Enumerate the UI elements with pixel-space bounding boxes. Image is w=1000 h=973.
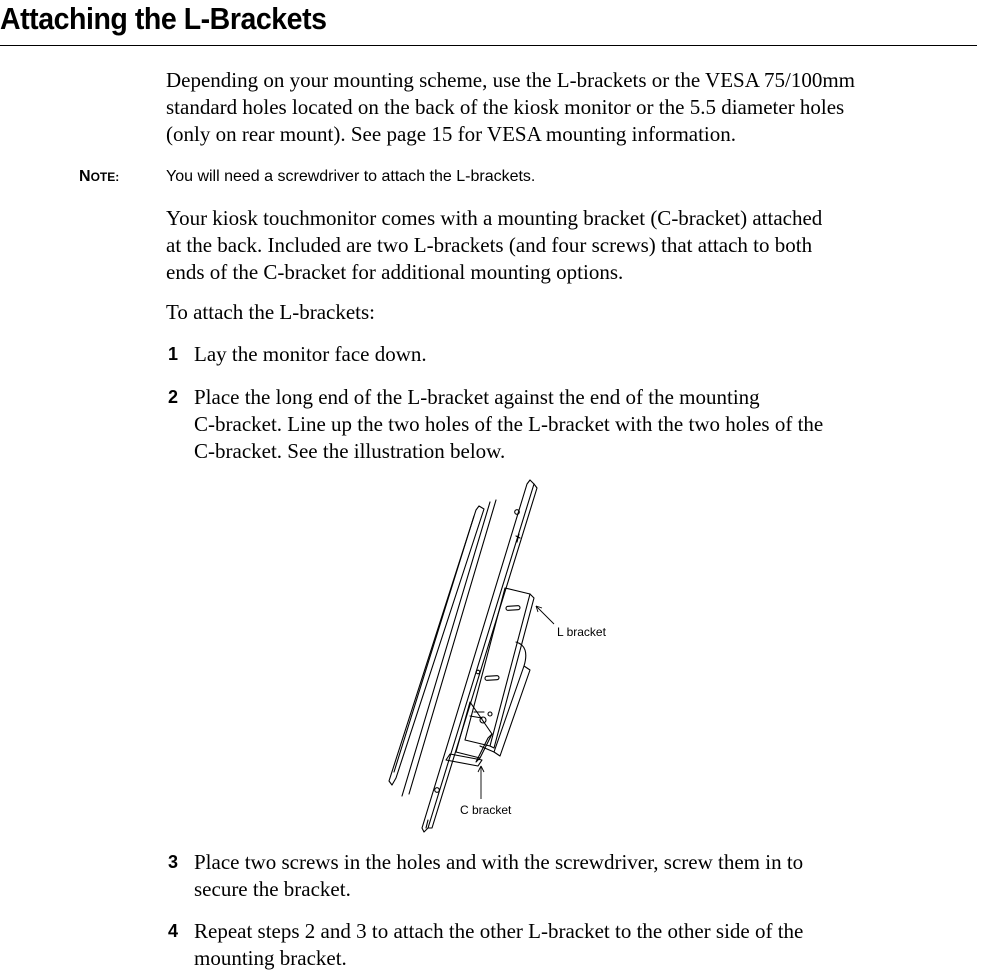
intro-line-1: Depending on your mounting scheme, use the L-brackets or the VESA 75/100mm [166,68,855,92]
description-line-3: ends of the C-bracket for additional mounting options. [166,260,624,284]
procedure-intro: To attach the L-brackets: [166,300,376,324]
note-text: You will need a screwdriver to attach the L-brackets. [166,168,536,185]
step-1-number: 1 [168,344,179,364]
description-line-2: at the back. Included are two L-brackets (and four screws) that attach to both [166,233,813,257]
description-line-1: Your kiosk touchmonitor comes with a mounting bracket (C-bracket) attached [166,206,823,230]
step-1-text: Lay the monitor face down. [194,342,427,366]
l-bracket-foot [456,702,492,758]
step-2-number: 2 [168,387,179,407]
intro-line-3: (only on rear mount). See page 15 for VESA mounting information. [166,122,737,146]
step-3-line-2: secure the bracket. [194,877,351,901]
intro-line-2: standard holes located on the back of the kiosk monitor or the 5.5 diameter holes [166,95,845,119]
section-heading: Attaching the L-Brackets [0,1,327,36]
c-bracket-panel [422,480,534,832]
l-bracket-label: L bracket [557,625,606,639]
c-bracket-label: C bracket [460,803,512,817]
step-3-line-1: Place two screws in the holes and with the screwdriver, screw them in to [194,850,804,874]
step-2-line-1: Place the long end of the L-bracket against the end of the mounting [194,385,760,409]
step-4-number: 4 [168,921,179,941]
step-3-number: 3 [168,852,179,872]
step-2-line-3: C-bracket. See the illustration below. [194,439,506,463]
heading-rule [0,45,977,46]
step-4-line-1: Repeat steps 2 and 3 to attach the other L-bracket to the other side of the [194,919,804,943]
step-2-line-2: C-bracket. Line up the two holes of the L-bracket with the two holes of the [194,412,824,436]
step-4-line-2: mounting bracket. [194,946,347,970]
l-bracket-plate [465,588,530,746]
bracket-illustration [380,476,630,840]
note-label: NOTE: [79,168,120,185]
